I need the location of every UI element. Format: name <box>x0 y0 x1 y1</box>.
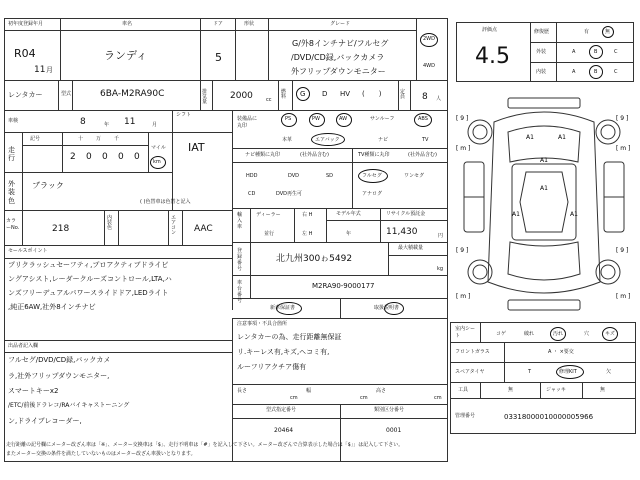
interior-a: A <box>572 69 576 75</box>
first-reg-month: 11 <box>34 65 46 75</box>
registration-value: 北九州300ゎ5492 <box>276 254 353 264</box>
damage-mark-1: A1 <box>526 134 534 141</box>
registration-label: 登録番号 <box>237 248 243 272</box>
seller-note-1: フルセグ/DVD/CD録,バックカメ <box>8 356 111 364</box>
seat-stain: 汚れ <box>553 331 564 337</box>
tv-analog: アナログ <box>362 191 383 197</box>
recycle-value: 11,430 <box>386 227 418 237</box>
navi-type-label: ナビ種類に丸印 <box>245 152 281 158</box>
note-1: レンタカーの為、走行距離無保証 <box>237 333 342 341</box>
model-year-label: モデル年式 <box>336 211 361 217</box>
car-name: ランディ <box>104 49 148 62</box>
seat-burn: コゲ <box>496 331 507 337</box>
length-label: 長さ <box>237 388 248 394</box>
grade-line-1: G/外8インチナビ/フルセグ <box>292 39 389 48</box>
vin-value: M2RA90-9000177 <box>312 282 375 290</box>
manual: 取扱説明書 <box>374 305 400 311</box>
first-reg-year: R04 <box>14 47 36 60</box>
equip-abs: ABS <box>418 116 428 122</box>
grade-label: グレード <box>330 21 351 27</box>
shape-label: 形状 <box>244 21 255 27</box>
tv-fullseg: フルセグ <box>362 173 382 179</box>
import-dealer: ディーラー <box>256 212 281 218</box>
aircon-label: エアコン <box>171 215 177 236</box>
windshield-label: フロントガラス <box>455 349 490 355</box>
navi-sd: SD <box>326 173 334 179</box>
color-value: ブラック <box>32 181 64 190</box>
model-label: 型式 <box>61 91 72 97</box>
exterior-b: B <box>594 49 598 55</box>
tv-type-label: TV種類に丸印 <box>358 152 390 158</box>
import-right-hand: 右 H <box>302 212 313 218</box>
inspection-month: 11 <box>124 117 136 127</box>
navi-cd: CD <box>248 191 256 197</box>
recycle-label: リサイクル預託金 <box>386 211 426 217</box>
repair-label: 修復歴 <box>534 29 550 35</box>
inspection-month-unit: 月 <box>152 122 158 128</box>
exterior-a: A <box>572 49 576 55</box>
category-number-value: 0001 <box>386 427 402 434</box>
color-no-value: 218 <box>52 224 70 234</box>
windshield-options: A ・ ×要交 <box>548 349 574 355</box>
fuel-other: ( ) <box>362 90 382 98</box>
tools-label: 工具 <box>458 387 469 393</box>
mileage-digit-4: 0 <box>118 152 124 162</box>
width-unit: cm <box>360 395 368 401</box>
capacity: 8 <box>422 92 428 102</box>
inspection-year: 8 <box>80 117 86 127</box>
equip-pw: PW <box>312 116 320 122</box>
shift-label: シフト <box>176 112 192 118</box>
repair-yes: 有 <box>584 29 590 35</box>
seat-hole: 穴 <box>584 331 590 337</box>
sales-point-2: ングアシスト,レーダークルーズコントロール,LTA,ハ <box>8 275 172 283</box>
seat-tear: 破れ <box>524 331 535 337</box>
navi-dvd: DVD <box>288 173 300 179</box>
mileage-man-label: 万 <box>96 136 102 142</box>
tv-type-note: (社外品含む) <box>408 152 437 158</box>
displacement-label: 排気量 <box>202 89 208 105</box>
category-number-label: 類別区分番号 <box>374 407 405 413</box>
mileage-digit-3: 0 <box>102 152 108 162</box>
cc-unit: cc <box>266 97 272 103</box>
seat-scratch: キズ <box>605 331 615 337</box>
first-reg-month-unit: 月 <box>46 66 53 74</box>
model-year-unit: 年 <box>346 231 352 237</box>
height-unit: cm <box>434 395 442 401</box>
recycle-unit: 円 <box>438 233 444 239</box>
import-parallel: 並行 <box>264 231 275 237</box>
bracket-8: [ m ] <box>616 293 631 300</box>
seller-notes-label: 出品者記入欄 <box>8 343 39 349</box>
mileage-digit-5: 0 <box>134 152 140 162</box>
shift-value: IAT <box>188 141 205 154</box>
bracket-3: [ 9 ] <box>616 115 629 122</box>
notes-label: 注意事項・不具合箇所 <box>237 321 288 327</box>
type-number-value: 20464 <box>274 427 294 434</box>
seller-note-5: ン,ドライブレコーダー, <box>8 417 82 425</box>
equip-navi: ナビ <box>378 137 389 143</box>
seat-label: 室内シート <box>455 326 476 339</box>
mileage-mark-label: 記号 <box>30 136 41 142</box>
seller-note-2: ラ,社外フリップダウンモニター, <box>8 372 110 380</box>
sales-point-4: ,純正6AW,社外8インチナビ <box>8 303 96 311</box>
exterior-c: C <box>614 49 618 55</box>
seller-note-4: /ETC/前後ドラレコ/RAバイキャストーニング <box>8 402 130 409</box>
interior-color-label: 内装色 <box>107 215 113 231</box>
grade-line-2: /DVD/CD録,バックカメラ <box>291 53 385 62</box>
mileage-unit-mile: マイル <box>151 145 166 151</box>
fuel-d: D <box>322 90 328 98</box>
import-label: 輸入車 <box>237 212 243 230</box>
aircon-value: AAC <box>194 224 213 234</box>
score-value: 4.5 <box>475 44 510 69</box>
fuel-hv: HV <box>340 90 351 98</box>
car-damage-diagram <box>450 92 638 316</box>
door-count: 5 <box>215 51 222 64</box>
interior-c: C <box>614 69 618 75</box>
equip-sunroof: サンルーフ <box>370 116 395 122</box>
door-label: ドア <box>213 21 223 27</box>
max-load-kg: kg <box>437 266 444 272</box>
repair-no: 無 <box>605 29 611 35</box>
color-no-label: カラーNo. <box>6 218 20 231</box>
bracket-4: [ m ] <box>616 145 631 152</box>
drive-2wd: 2WD <box>423 36 435 42</box>
jack-value: 無 <box>600 387 606 393</box>
displacement: 2000 <box>230 91 253 101</box>
mileage-label: 走行 <box>8 146 15 163</box>
seller-note-3: スマートキーx2 <box>8 387 59 395</box>
height-label: 高さ <box>376 388 387 394</box>
fuel-label: 燃料 <box>281 89 287 100</box>
interior-b: B <box>594 69 598 75</box>
note-3: ルーフリアクチア傷有 <box>237 363 307 371</box>
max-load-label: 最大積載量 <box>398 245 424 251</box>
equipment-label: 装備品に丸印 <box>237 116 258 129</box>
exterior-label: 外装 <box>536 49 547 55</box>
mileage-unit-km: km <box>153 159 161 165</box>
equip-leather: 本革 <box>282 137 293 143</box>
grade-line-3: 外フリップダウンモニター <box>291 67 386 76</box>
capacity-unit: 人 <box>436 96 442 102</box>
management-number: 03318000010000005966 <box>504 413 594 421</box>
spare-repair-kit: 修理KIT <box>559 369 577 375</box>
import-left-hand: 左 H <box>302 231 313 237</box>
spare-t: T <box>528 369 532 375</box>
damage-mark-5: A1 <box>512 211 520 218</box>
damage-mark-6: A1 <box>570 211 578 218</box>
type-number-label: 型式指定番号 <box>266 407 297 413</box>
model-code: 6BA-M2RA90C <box>100 89 165 99</box>
use-type: レンタカー <box>8 91 43 99</box>
sales-point-1: プリクラッシュセーフティ,プロアクティブドライビ <box>8 261 169 269</box>
mileage-digit-2: 0 <box>86 152 92 162</box>
equip-airbag: エアバック <box>315 137 340 143</box>
score-label: 評価点 <box>482 27 498 33</box>
bracket-7: [ 9 ] <box>616 247 629 254</box>
color-note: ( )色替車は色替と記入 <box>140 199 191 205</box>
interior-label: 内装 <box>536 69 547 75</box>
first-reg-label: 初年度登録年月 <box>8 21 44 27</box>
damage-mark-4: A1 <box>540 185 548 192</box>
length-unit: cm <box>290 395 298 401</box>
bracket-1: [ 9 ] <box>456 115 469 122</box>
spare-tire-label: スペアタイヤ <box>455 369 485 375</box>
car-name-label: 車名 <box>122 21 133 27</box>
inspection-year-unit: 年 <box>104 122 110 128</box>
fuel-g: G <box>300 90 306 98</box>
equip-ps: PS <box>285 116 292 122</box>
tools-value: 無 <box>508 387 514 393</box>
width-label: 幅 <box>306 388 312 394</box>
navi-hdd: HDD <box>246 173 258 179</box>
management-label: 管理番号 <box>455 413 476 419</box>
new-car-warranty: 新車保証書 <box>270 305 296 311</box>
equip-aw: AW <box>339 116 348 122</box>
damage-mark-3: A1 <box>540 157 548 164</box>
navi-type-note: (社外品含む) <box>300 152 329 158</box>
bracket-2: [ m ] <box>456 145 471 152</box>
color-label: 外装色 <box>8 180 15 205</box>
tv-oneseg: ワンセグ <box>404 173 425 179</box>
note-2: リ.キーレス有,キズ,ヘコミ有, <box>237 348 330 356</box>
jack-label: ジャッキ <box>546 387 566 393</box>
damage-mark-2: A1 <box>558 134 566 141</box>
spare-missing: 欠 <box>606 369 612 375</box>
sales-point-label: セールスポイント <box>8 248 48 254</box>
drive-4wd: 4WD <box>423 63 435 69</box>
mileage-digit-1: 2 <box>70 152 76 162</box>
auction-sheet <box>4 18 448 462</box>
bracket-6: [ m ] <box>456 293 471 300</box>
mileage-sen-label: 千 <box>114 136 120 142</box>
equip-tv: TV <box>422 137 429 143</box>
sales-point-3: ンズフリーデュアルパワースライドドア,LEDライト <box>8 289 169 297</box>
inspection-label: 車検 <box>8 118 19 124</box>
footer-line-1: 走行距離の記号欄にメーター改ざん車は「※」、メーター交換車は「$」、走行不明車は「#」を記入して下さい。メーター改ざんで合算表示した場合は「$」」は記入して下さい。 <box>6 442 404 448</box>
footer-line-2: またメーター交換の条件を満たしていないものはメーター改ざん車扱いとなります。 <box>6 451 196 457</box>
vin-label: 車台番号 <box>237 280 243 304</box>
capacity-label: 定員 <box>400 89 406 100</box>
bracket-5: [ 9 ] <box>456 247 469 254</box>
navi-dvd-play: DVD再生可 <box>276 191 303 197</box>
mileage-ten-label: 十 <box>78 136 84 142</box>
